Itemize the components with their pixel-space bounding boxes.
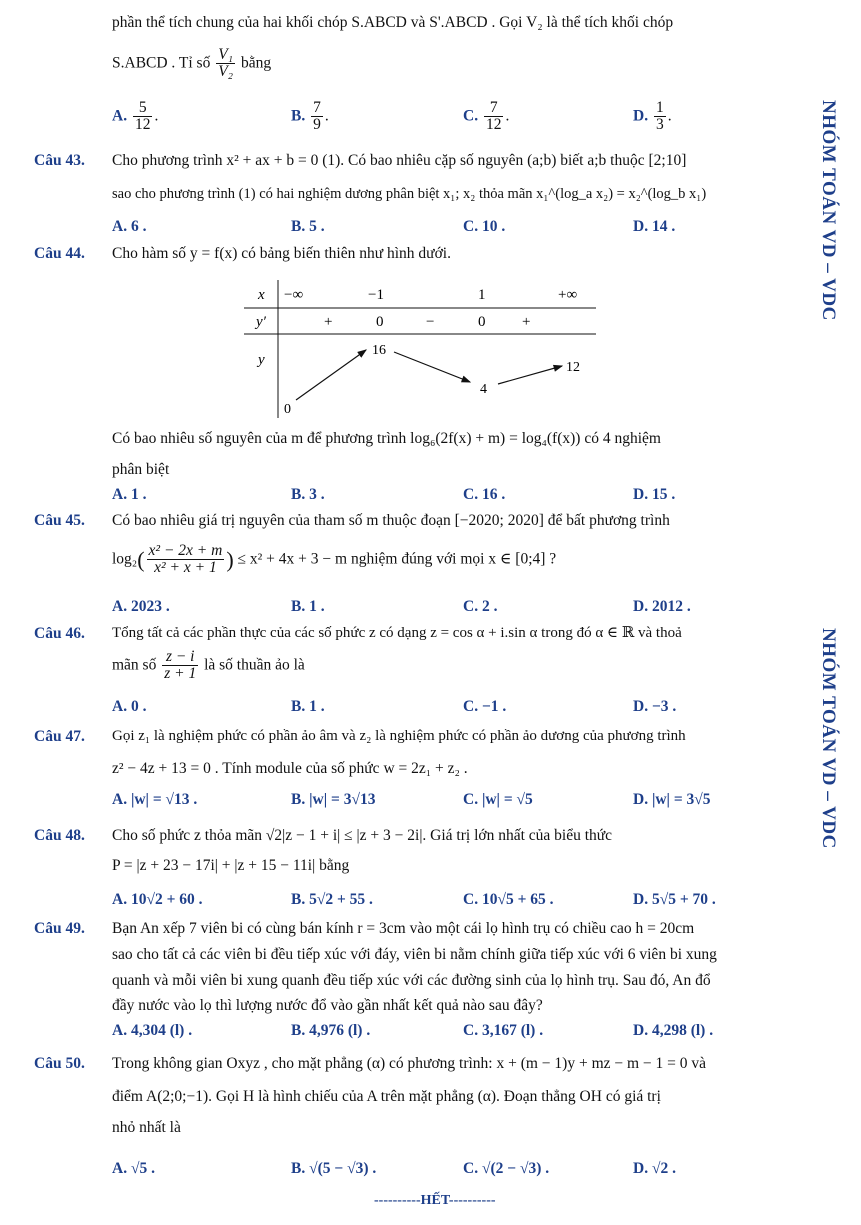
q47-option-d: D. |w| = 3√5 [633,791,711,808]
q43-label: Câu 43. [34,152,85,169]
intro-option-d: D. $\frac{1}{3}$ . [633,99,672,134]
table-x-minus-one: −1 [368,287,384,303]
q47-line-1: Gọi z₁ là nghiệm phức có phần ảo âm và z₂ là nghiệm phức có phần ảo dương của phương trình [112,728,686,744]
table-x-label: x [258,287,265,303]
table-yp-label: y′ [256,314,266,330]
intro-option-c: C. $\frac{7}{12}$ . [463,99,510,134]
q45-line-1: Có bao nhiêu giá trị nguyên của tham số m thuộc đoạn [−2020; 2020] để bất phương trình [112,512,670,529]
q50-label: Câu 50. [34,1055,85,1072]
q47-option-b: B. |w| = 3√13 [291,791,376,808]
table-y-sixteen: 16 [372,343,386,358]
table-arrow-up-2 [498,366,562,384]
table-yp-sign-2: − [426,314,435,330]
q44-option-a: A. 1 . [112,486,147,503]
sidebar-label-bottom: NHÓM TOÁN VD – VDC [818,628,839,849]
variation-table [244,280,596,420]
q49-option-c: C. 3,167 (l) . [463,1022,544,1039]
table-y-zero: 0 [284,402,291,417]
q43-option-b: B. 5 . [291,218,325,235]
q49-line-4: đầy nước vào lọ thì lượng nước đổ vào gần nhất kết quả nào sau đây? [112,997,543,1014]
q46-option-c: C. −1 . [463,698,507,715]
table-yp-zero-1: 0 [376,314,384,330]
q49-line-1: Bạn An xếp 7 viên bi có cùng bán kính r = 3cm vào một cái lọ hình trụ có chiều cao h = 20cm [112,920,695,937]
table-x-one: 1 [478,287,486,303]
intro-line-1: phần thể tích chung của hai khối chóp S.ABCD và S'.ABCD . Gọi V₂ là thể tích khối chóp [112,14,674,31]
q49-option-d: D. 4,298 (l) . [633,1022,714,1039]
q46-option-a: A. 0 . [112,698,147,715]
q48-line-1: Cho số phức z thỏa mãn √2|z − 1 + i| ≤ |z + 3 − 2i|. Giá trị lớn nhất của biểu thức [112,827,613,844]
table-yp-sign-1: + [324,314,333,330]
q44-option-b: B. 3 . [291,486,325,503]
q43-line-1: Cho phương trình x² + ax + b = 0 (1). Có bao nhiêu cặp số nguyên (a;b) biết a;b thuộc [2;10] [112,152,687,169]
table-arrow-down [394,352,470,382]
table-y-four: 4 [480,382,487,397]
sidebar-label-top: NHÓM TOÁN VD – VDC [818,100,839,321]
q49-label: Câu 49. [34,920,85,937]
q44-line-3: phân biệt [112,461,170,478]
table-arrow-up-1 [296,350,366,400]
q45-option-a: A. 2023 . [112,598,170,615]
q46-label: Câu 46. [34,625,85,642]
q45-option-c: C. 2 . [463,598,498,615]
q50-option-c: C. √(2 − √3) . [463,1160,550,1177]
q43-option-d: D. 14 . [633,218,676,235]
q48-line-2: P = |z + 23 − 17i| + |z + 15 − 11i| bằng [112,857,350,874]
ratio-fraction: $\frac{\text{V₁}}{\text{V₂}}$ [218,46,234,81]
q46-option-d: D. −3 . [633,698,677,715]
end-marker: ----------HẾT---------- [374,1193,496,1208]
q46-line-2: mãn số $\frac{z - i}{z + 1}$ là số thuần ảo là [112,648,305,683]
q43-option-a: A. 6 . [112,218,147,235]
q48-label: Câu 48. [34,827,85,844]
q48-option-c: C. 10√5 + 65 . [463,891,554,908]
q44-line-2: Có bao nhiêu số nguyên của m để phương trình log₆(2f(x) + m) = log₄(f(x)) có 4 nghiệm [112,430,661,447]
q44-option-d: D. 15 . [633,486,676,503]
q43-option-c: C. 10 . [463,218,506,235]
q48-option-b: B. 5√2 + 55 . [291,891,373,908]
q47-option-a: A. |w| = √13 . [112,791,198,808]
q47-label: Câu 47. [34,728,85,745]
table-x-pos-inf: +∞ [558,287,578,303]
q50-line-3: nhỏ nhất là [112,1119,181,1136]
q45-option-b: B. 1 . [291,598,325,615]
q50-line-1: Trong không gian Oxyz , cho mặt phẳng (α) có phương trình: x + (m − 1)y + mz − m − 1 = 0 và [112,1055,707,1072]
q49-line-3: quanh và mỗi viên bi xung quanh đều tiếp xúc với các đường sinh của lọ hình trụ. Sau đó, An đổ [112,972,711,989]
q50-option-a: A. √5 . [112,1160,155,1177]
table-y-twelve: 12 [566,360,580,375]
q50-option-d: D. √2 . [633,1160,676,1177]
table-y-label: y [258,352,265,368]
q48-option-a: A. 10√2 + 60 . [112,891,203,908]
table-yp-zero-2: 0 [478,314,486,330]
q45-line-2: log₂( $\frac{\text{x² − 2x + m}}{\text{x² + x + 1}}$ ) ≤ x² + 4x + 3 − m nghiệm đúng với mọi x ∈ [0;4] ? [112,542,557,577]
q44-label: Câu 44. [34,245,85,262]
q44-line-1: Cho hàm số y = f(x) có bảng biến thiên như hình dưới. [112,245,451,262]
q50-line-2: điểm A(2;0;−1). Gọi H là hình chiếu của A trên mặt phẳng (α). Đoạn thẳng OH có giá trị [112,1088,661,1105]
q47-line-2: z² − 4z + 13 = 0 . Tính module của số phức w = 2z₁ + z₂ . [112,760,468,777]
q46-option-b: B. 1 . [291,698,325,715]
q49-option-b: B. 4,976 (l) . [291,1022,371,1039]
intro-option-a: A. $\frac{5}{12}$ . [112,99,159,134]
q48-option-d: D. 5√5 + 70 . [633,891,716,908]
table-x-neg-inf: −∞ [284,287,304,303]
q44-option-c: C. 16 . [463,486,506,503]
q45-option-d: D. 2012 . [633,598,691,615]
intro-option-b: B. $\frac{7}{9}$ . [291,99,329,134]
q49-line-2: sao cho tất cả các viên bi đều tiếp xúc với đáy, viên bi nằm chính giữa tiếp xúc với 6 viên bi xung [112,946,717,963]
q46-line-1: Tổng tất cả các phần thực của các số phức z có dạng z = cos α + i.sin α trong đó α ∈ ℝ và thoả [112,625,682,641]
q47-option-c: C. |w| = √5 [463,791,533,808]
q50-option-b: B. √(5 − √3) . [291,1160,377,1177]
table-yp-sign-3: + [522,314,531,330]
q45-label: Câu 45. [34,512,85,529]
intro-line-2: S.ABCD . Tỉ số $\frac{\text{V₁}}{\text{V₂}}$ bằng [112,46,272,81]
q43-line-2: sao cho phương trình (1) có hai nghiệm dương phân biệt x₁; x₂ thỏa mãn x₁^(log_a x₂) = x₂^(log_b x₁) [112,186,707,202]
q49-option-a: A. 4,304 (l) . [112,1022,193,1039]
